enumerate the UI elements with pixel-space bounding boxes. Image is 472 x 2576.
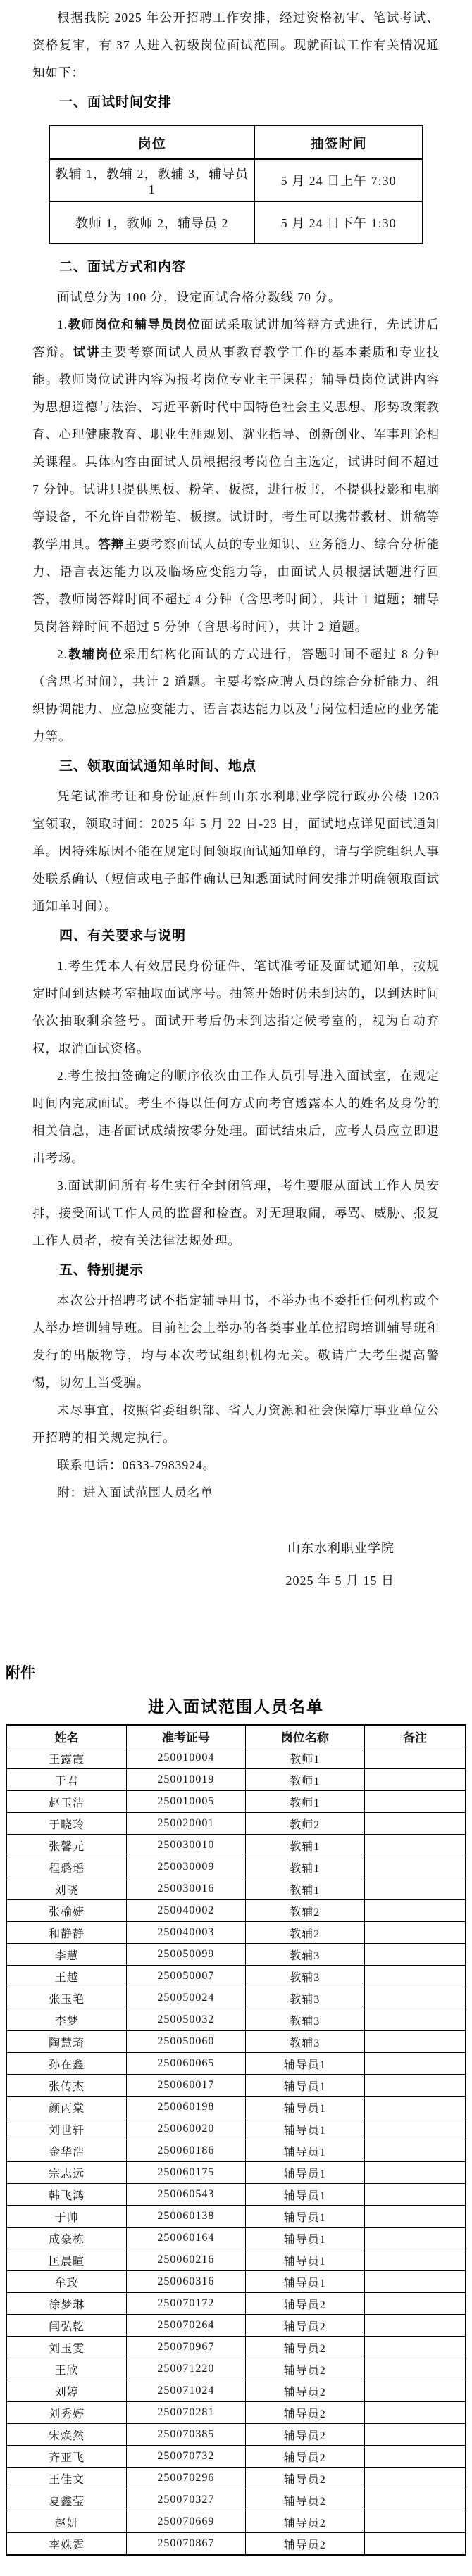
- roster-cell-position: 辅导员1: [245, 2053, 365, 2075]
- roster-row: [6, 1878, 466, 1900]
- roster-cell-position: 辅导员2: [245, 2511, 365, 2533]
- roster-cell-ticket: 250060017: [127, 2075, 245, 2097]
- bold-teacher-counselor-posts: 教师岗位和辅导员岗位: [68, 318, 201, 332]
- roster-cell-ticket: 250050099: [127, 1944, 245, 1966]
- roster-row: [6, 2140, 466, 2162]
- roster-cell-ticket: 250010004: [127, 1747, 245, 1769]
- roster-cell-name: 王越: [6, 1966, 127, 1987]
- roster-cell-name: 刘玉雯: [6, 2337, 127, 2358]
- roster-cell-ticket: 250060186: [127, 2140, 245, 2162]
- roster-row: [6, 2271, 466, 2293]
- bold-trial-lecture: 试讲: [73, 345, 101, 359]
- roster-cell-ticket: 250060138: [127, 2206, 245, 2228]
- roster-cell-note: [365, 2162, 466, 2184]
- roster-header-2: 岗位名称: [245, 1725, 365, 1747]
- roster-cell-name: 于晓玲: [6, 1813, 127, 1835]
- roster-header-0: 姓名: [6, 1725, 127, 1747]
- roster-cell-ticket: 250060175: [127, 2162, 245, 2184]
- roster-cell-note: [365, 1747, 466, 1769]
- roster-cell-position: 教师1: [245, 1769, 365, 1791]
- roster-cell-name: 陶慧琦: [6, 2031, 127, 2053]
- roster-cell-ticket: 250070264: [127, 2315, 245, 2337]
- roster-cell-position: 教辅1: [245, 1878, 365, 1900]
- roster-cell-note: [365, 2271, 466, 2293]
- schedule-header-position: 岗位: [49, 125, 254, 159]
- roster-cell-position: 辅导员1: [245, 2249, 365, 2271]
- roster-row: [6, 1769, 466, 1791]
- roster-cell-position: 辅导员2: [245, 2468, 365, 2489]
- roster-cell-name: 宗志远: [6, 2162, 127, 2184]
- roster-cell-name: 于君: [6, 1769, 127, 1791]
- roster-cell-ticket: 250070867: [127, 2533, 245, 2556]
- roster-row: [6, 2293, 466, 2315]
- roster-cell-note: [365, 2184, 466, 2206]
- roster-cell-name: 成豪栋: [6, 2228, 127, 2249]
- schedule-row: [49, 159, 423, 201]
- roster-cell-note: [365, 1791, 466, 1813]
- roster-cell-position: 辅导员2: [245, 2358, 365, 2380]
- requirement-item-1: 1.考生凭本人有效居民身份证件、笔试准考证及面试通知单，按规定时间到达候考室抽取面试序号。抽签开始时仍未到达的，以到达时间依次抽取剩余签号。面试开考后仍未到达指定候考室的，视为自动弃权，取消面试资格。: [32, 959, 440, 1055]
- roster-cell-position: 辅导员2: [245, 2293, 365, 2315]
- roster-cell-position: 辅导员1: [245, 2075, 365, 2097]
- roster-cell-position: 辅导员2: [245, 2380, 365, 2402]
- roster-cell-name: 匡晨暄: [6, 2249, 127, 2271]
- item-text: 主要考察面试人员的专业知识、业务能力、综合分析能力、语言表达能力以及临场应变能力等，由面试人员根据试题进行回答，教师岗答辩时间不超过 4 分钟（含思考时间），共计 1 道题；辅导员岗答辩时间不超过 5 分钟（含思考时间），共计 2 道题。: [32, 537, 440, 634]
- schedule-cell-time: 5 月 24 日上午 7:30: [254, 159, 422, 201]
- roster-cell-ticket: 250040003: [127, 1922, 245, 1944]
- roster-cell-position: 辅导员1: [245, 2140, 365, 2162]
- roster-cell-position: 辅导员2: [245, 2402, 365, 2424]
- roster-cell-position: 教辅3: [245, 2009, 365, 2031]
- roster-cell-position: 教辅2: [245, 1900, 365, 1922]
- roster-cell-position: 辅导员2: [245, 2533, 365, 2556]
- roster-title: 进入面试范围人员名单: [148, 1697, 324, 1716]
- schedule-header-row: [49, 125, 423, 159]
- method-item-2: [32, 641, 440, 750]
- roster-row: [6, 2315, 466, 2337]
- roster-table: [6, 1724, 466, 2556]
- roster-row: [6, 2009, 466, 2031]
- roster-cell-note: [365, 2249, 466, 2271]
- roster-row: [6, 2075, 466, 2097]
- roster-row: [6, 2184, 466, 2206]
- roster-row: [6, 1922, 466, 1944]
- roster-cell-name: 李梦: [6, 2009, 127, 2031]
- roster-row: [6, 1813, 466, 1835]
- roster-cell-name: 张馨元: [6, 1835, 127, 1856]
- notice-body: [0, 4, 472, 1597]
- requirement-item-3: 3.面试期间所有考生实行全封闭管理，考生要服从面试工作人员安排，接受面试工作人员的监督和检查。对无理取闹，辱骂、威胁、报复工作人员者，按有关法律法规处理。: [32, 1179, 440, 1248]
- roster-cell-name: 程璐瑶: [6, 1856, 127, 1878]
- roster-header-row: [6, 1725, 466, 1747]
- item-text: 主要考察面试人员从事教育教学工作的基本素质和专业技能。教师岗位试讲内容为报考岗位专业主干课程；辅导员岗位试讲内容为思想道德与法治、习近平新时代中国特色社会主义思想、形势政策教育、心理健康教育、职业生涯规划、就业指导、创新创业、军事理论相关课程。具体内容由面试人员根据报考岗位自主选定，试讲时间不超过 7 分钟。试讲只提供黑板、粉笔、板擦，进行板书，不提供投影和电脑等设备，不允许自带粉笔、板擦。试讲时，考生可以携带教材、讲稿等教学用具。: [32, 345, 440, 551]
- roster-cell-position: 辅导员1: [245, 2162, 365, 2184]
- roster-cell-ticket: 250060543: [127, 2184, 245, 2206]
- roster-cell-ticket: 250050007: [127, 1966, 245, 1987]
- special-notice-paragraph: 本次公开招聘考试不指定辅导用书，不举办也不委托任何机构或个人举办培训辅导班。目前社会上举办的各类事业单位招聘培训辅导班和发行的出版物等，均与本次考试组织机构无关。敬请广大考生提高警惕，切勿上当受骗。: [32, 1293, 440, 1390]
- section-5-heading: 五、特别提示: [59, 1263, 144, 1278]
- roster-cell-ticket: 250060164: [127, 2228, 245, 2249]
- roster-cell-name: 于帅: [6, 2206, 127, 2228]
- roster-row: [6, 2118, 466, 2140]
- roster-row: [6, 1900, 466, 1922]
- roster-cell-ticket: 250070732: [127, 2446, 245, 2468]
- roster-cell-ticket: 250060198: [127, 2097, 245, 2118]
- roster-cell-note: [365, 2228, 466, 2249]
- roster-cell-position: 辅导员2: [245, 2489, 365, 2511]
- roster-row: [6, 2533, 466, 2556]
- roster-cell-position: 辅导员1: [245, 2228, 365, 2249]
- roster-cell-note: [365, 2489, 466, 2511]
- roster-cell-position: 教师1: [245, 1747, 365, 1769]
- roster-cell-position: 辅导员2: [245, 2446, 365, 2468]
- roster-header-3: 备注: [365, 1725, 466, 1747]
- roster-cell-ticket: 250070669: [127, 2511, 245, 2533]
- roster-cell-ticket: 250070967: [127, 2337, 245, 2358]
- interview-score-paragraph: 面试总分为 100 分，设定面试合格分数线 70 分。: [57, 290, 342, 304]
- roster-cell-ticket: 250070385: [127, 2424, 245, 2446]
- roster-cell-note: [365, 2118, 466, 2140]
- section-3-heading: 三、领取面试通知单时间、地点: [59, 759, 257, 774]
- roster-row: [6, 1747, 466, 1769]
- roster-row: [6, 2053, 466, 2075]
- item-text: 面试采取试讲加答辩方式进行，先试讲后答辩。: [32, 318, 440, 359]
- roster-cell-name: 张榆婕: [6, 1900, 127, 1922]
- roster-cell-ticket: 250071024: [127, 2380, 245, 2402]
- roster-cell-name: 孙在鑫: [6, 2053, 127, 2075]
- roster-cell-note: [365, 2533, 466, 2556]
- roster-row: [6, 1987, 466, 2009]
- roster-cell-name: 闫弘乾: [6, 2315, 127, 2337]
- roster-cell-name: 宋焕然: [6, 2424, 127, 2446]
- roster-cell-position: 辅导员2: [245, 2315, 365, 2337]
- requirement-item-2: 2.考生按抽签确定的顺序依次由工作人员引导进入面试室，在规定时间内完成面试。考生不得以任何方式向考官透露本人的姓名及身份的相关信息，违者面试成绩按零分处理。面试结束后，应考人员应立即退出考场。: [32, 1069, 440, 1165]
- roster-cell-ticket: 250040002: [127, 1900, 245, 1922]
- roster-cell-note: [365, 2315, 466, 2337]
- roster-cell-name: 张传杰: [6, 2075, 127, 2097]
- attachment-reference: 附：进入面试范围人员名单: [57, 1485, 213, 1500]
- roster-cell-name: 王佳文: [6, 2468, 127, 2489]
- roster-cell-ticket: 250020001: [127, 1813, 245, 1835]
- roster-row: [6, 2097, 466, 2118]
- schedule-header-time: 抽签时间: [254, 125, 422, 159]
- roster-cell-name: 赵玉洁: [6, 1791, 127, 1813]
- roster-cell-note: [365, 2446, 466, 2468]
- roster-row: [6, 1856, 466, 1878]
- roster-cell-position: 教辅3: [245, 1966, 365, 1987]
- roster-cell-position: 教辅3: [245, 1944, 365, 1966]
- method-item-1: [32, 311, 440, 641]
- roster-cell-name: 刘晓: [6, 1878, 127, 1900]
- schedule-cell-position: 教辅 1，教辅 2，教辅 3，辅导员 1: [49, 159, 254, 201]
- item-number: 1.: [57, 318, 68, 332]
- roster-row: [6, 2380, 466, 2402]
- roster-cell-position: 辅导员1: [245, 2206, 365, 2228]
- roster-cell-note: [365, 2075, 466, 2097]
- roster-cell-note: [365, 1878, 466, 1900]
- notice-pickup-paragraph: 凭笔试准考证和身份证原件到山东水利职业学院行政办公楼 1203 室领取，领取时间：2025 年 5 月 22 日-23 日，面试地点详见面试通知单。因特殊原因不能在规定时间领取面试通知单的，请与学院组织人事处联系确认（短信或电子邮件确认已知悉面试时间安排并明确领取面试通知单时间）。: [32, 789, 440, 913]
- roster-cell-note: [365, 2402, 466, 2424]
- roster-cell-name: 赵妍: [6, 2511, 127, 2533]
- roster-cell-position: 教辅2: [245, 1922, 365, 1944]
- roster-cell-name: 刘婷: [6, 2380, 127, 2402]
- roster-cell-name: 颜丙棠: [6, 2097, 127, 2118]
- roster-cell-name: 刘秀婷: [6, 2402, 127, 2424]
- roster-cell-note: [365, 1900, 466, 1922]
- contact-phone: 联系电话：0633-7983924。: [57, 1458, 216, 1472]
- schedule-cell-time: 5 月 24 日下午 1:30: [254, 201, 422, 244]
- attachment-label: 附件: [6, 1665, 35, 1681]
- roster-cell-name: 王露霞: [6, 1747, 127, 1769]
- roster-cell-name: 牟政: [6, 2271, 127, 2293]
- roster-cell-ticket: 250070327: [127, 2489, 245, 2511]
- item-text: 采用结构化面试的方式进行，答题时间不超过 8 分钟（含思考时间），共计 2 道题。主要考察应聘人员的综合分析能力、组织协调能力、应急应变能力、语言表达能力以及与岗位相适应的业务能力等。: [32, 647, 440, 743]
- roster-cell-position: 辅导员1: [245, 2271, 365, 2293]
- roster-row: [6, 2424, 466, 2446]
- roster-row: [6, 2162, 466, 2184]
- roster-row: [6, 2468, 466, 2489]
- roster-cell-name: 韩飞鸿: [6, 2184, 127, 2206]
- roster-cell-note: [365, 2380, 466, 2402]
- signature-organization: 山东水利职业学院: [287, 1541, 395, 1555]
- roster-cell-ticket: 250060316: [127, 2271, 245, 2293]
- roster-cell-note: [365, 2424, 466, 2446]
- roster-row: [6, 2446, 466, 2468]
- roster-cell-ticket: 250050024: [127, 1987, 245, 2009]
- bold-defense: 答辩: [98, 537, 125, 551]
- roster-cell-note: [365, 1835, 466, 1856]
- roster-cell-name: 徐梦琳: [6, 2293, 127, 2315]
- roster-cell-position: 教辅3: [245, 2031, 365, 2053]
- roster-cell-note: [365, 2358, 466, 2380]
- roster-cell-name: 王欣: [6, 2358, 127, 2380]
- roster-cell-ticket: 250010005: [127, 1791, 245, 1813]
- schedule-table: [49, 125, 423, 244]
- roster-cell-name: 和静静: [6, 1922, 127, 1944]
- roster-cell-ticket: 250071220: [127, 2358, 245, 2380]
- roster-cell-position: 辅导员1: [245, 2118, 365, 2140]
- roster-cell-name: 李姝霆: [6, 2533, 127, 2556]
- roster-row: [6, 2337, 466, 2358]
- section-4-heading: 四、有关要求与说明: [59, 929, 187, 943]
- signature-date: 2025 年 5 月 15 日: [285, 1573, 395, 1588]
- roster-header-1: 准考证号: [127, 1725, 245, 1747]
- roster-cell-ticket: 250060065: [127, 2053, 245, 2075]
- roster-cell-name: 张玉艳: [6, 1987, 127, 2009]
- attachment-section: [0, 1661, 472, 2556]
- roster-cell-ticket: 250030010: [127, 1835, 245, 1856]
- roster-cell-note: [365, 2097, 466, 2118]
- roster-cell-note: [365, 2009, 466, 2031]
- roster-cell-ticket: 250070172: [127, 2293, 245, 2315]
- roster-cell-position: 教师2: [245, 1813, 365, 1835]
- roster-cell-ticket: 250010019: [127, 1769, 245, 1791]
- roster-row: [6, 2249, 466, 2271]
- roster-cell-position: 教辅1: [245, 1856, 365, 1878]
- roster-cell-note: [365, 1966, 466, 1987]
- roster-cell-position: 辅导员1: [245, 2184, 365, 2206]
- roster-row: [6, 2206, 466, 2228]
- roster-row: [6, 1944, 466, 1966]
- roster-row: [6, 2031, 466, 2053]
- roster-cell-name: 齐亚飞: [6, 2446, 127, 2468]
- roster-cell-ticket: 250030009: [127, 1856, 245, 1878]
- roster-cell-note: [365, 2511, 466, 2533]
- roster-cell-ticket: 250030016: [127, 1878, 245, 1900]
- roster-cell-note: [365, 2053, 466, 2075]
- schedule-cell-position: 教师 1，教师 2，辅导员 2: [49, 201, 254, 244]
- roster-cell-ticket: 250060216: [127, 2249, 245, 2271]
- roster-cell-note: [365, 2293, 466, 2315]
- roster-cell-note: [365, 1922, 466, 1944]
- roster-cell-note: [365, 1813, 466, 1835]
- roster-cell-position: 教辅1: [245, 1835, 365, 1856]
- roster-cell-note: [365, 2140, 466, 2162]
- roster-cell-name: 夏鑫莹: [6, 2489, 127, 2511]
- roster-cell-ticket: 250070296: [127, 2468, 245, 2489]
- roster-row: [6, 2228, 466, 2249]
- roster-row: [6, 2489, 466, 2511]
- roster-cell-position: 辅导员1: [245, 2097, 365, 2118]
- roster-row: [6, 1791, 466, 1813]
- roster-cell-note: [365, 2468, 466, 2489]
- roster-row: [6, 2511, 466, 2533]
- section-1-heading: 一、面试时间安排: [59, 95, 173, 110]
- roster-cell-note: [365, 1769, 466, 1791]
- roster-cell-name: 金华浩: [6, 2140, 127, 2162]
- roster-row: [6, 1835, 466, 1856]
- roster-cell-note: [365, 1944, 466, 1966]
- roster-cell-position: 辅导员2: [245, 2424, 365, 2446]
- roster-cell-ticket: 250050060: [127, 2031, 245, 2053]
- intro-paragraph: 根据我院 2025 年公开招聘工作安排，经过资格初审、笔试考试、资格复审，有 37 人进入初级岗位面试范围。现就面试工作有关情况通知如下：: [32, 11, 440, 80]
- bold-auxiliary-posts: 教辅岗位: [68, 647, 123, 661]
- roster-cell-note: [365, 1856, 466, 1878]
- roster-cell-ticket: 250070281: [127, 2402, 245, 2424]
- signature-block: [32, 1532, 440, 1597]
- closing-paragraph: 未尽事宜，按照省委组织部、省人力资源和社会保障厅事业单位公开招聘的相关规定执行。: [32, 1403, 440, 1445]
- section-2-heading: 二、面试方式和内容: [59, 260, 187, 275]
- roster-cell-note: [365, 2206, 466, 2228]
- roster-cell-position: 辅导员2: [245, 2337, 365, 2358]
- schedule-row: [49, 201, 423, 244]
- roster-row: [6, 2402, 466, 2424]
- roster-cell-position: 教辅3: [245, 1987, 365, 2009]
- roster-cell-name: 刘世轩: [6, 2118, 127, 2140]
- roster-row: [6, 1966, 466, 1987]
- roster-cell-note: [365, 2031, 466, 2053]
- roster-cell-note: [365, 1987, 466, 2009]
- roster-row: [6, 2358, 466, 2380]
- roster-cell-position: 教师1: [245, 1791, 365, 1813]
- roster-cell-note: [365, 2337, 466, 2358]
- roster-cell-ticket: 250060020: [127, 2118, 245, 2140]
- roster-cell-ticket: 250050032: [127, 2009, 245, 2031]
- roster-cell-name: 李慧: [6, 1944, 127, 1966]
- item-number: 2.: [57, 647, 68, 661]
